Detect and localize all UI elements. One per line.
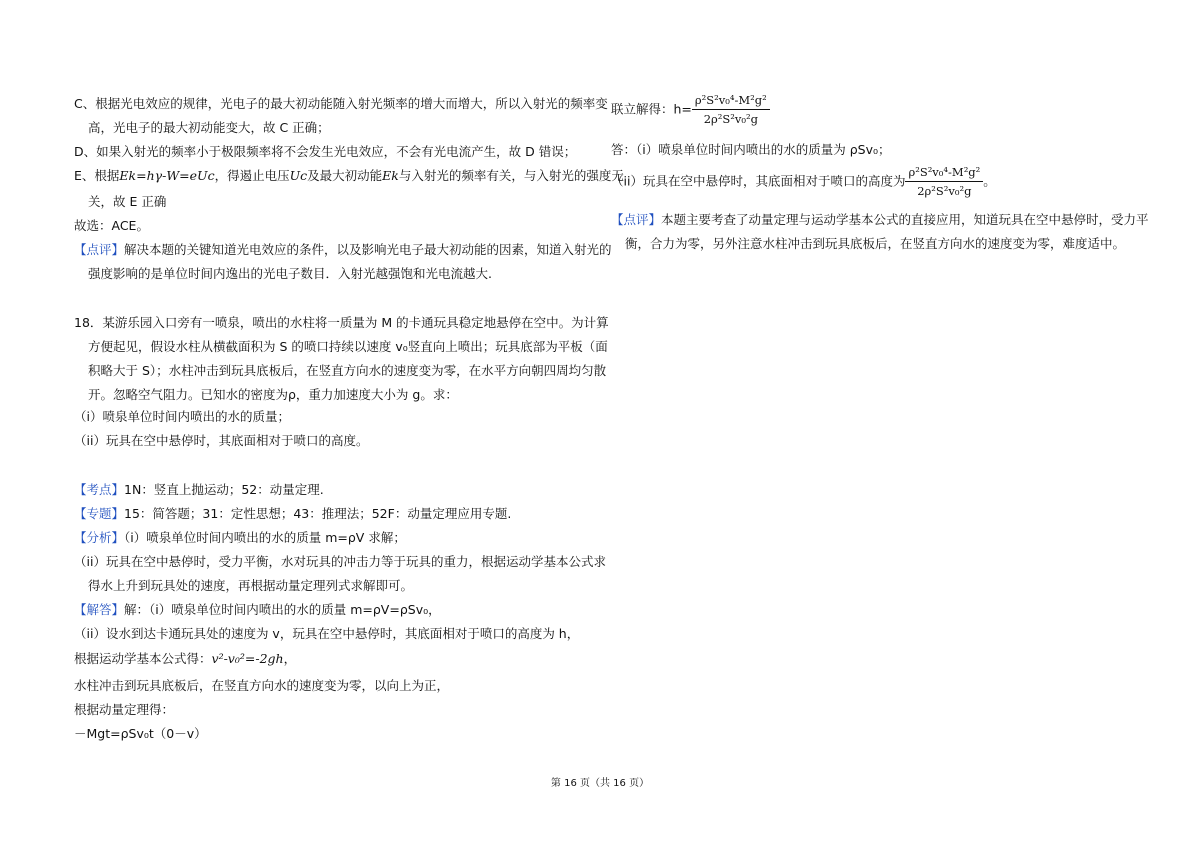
right-comment-text1: 本题主要考查了动量定理与运动学基本公式的直接应用，知道玩具在空中悬停时，受力平 — [661, 212, 1149, 227]
solution-line3-prefix: 根据运动学基本公式得： — [74, 651, 212, 666]
page-footer: 第 16 页（共 16 页） — [550, 778, 650, 789]
right-comment-line1 — [611, 212, 1149, 228]
answer-part-i: 答：（i）喷泉单位时间内喷出的水的质量为 ρSv₀； — [611, 142, 891, 157]
analysis-line1 — [74, 530, 406, 546]
option-e-line1 — [74, 168, 624, 184]
solution-line1 — [74, 602, 441, 618]
solution-line5: 根据动量定理得： — [74, 702, 175, 717]
height-denominator: 2ρ²S²v₀²g — [703, 112, 758, 126]
combined-solution-prefix: 联立解得：h= — [611, 101, 692, 117]
solution-line2: （ii）设水到达卡通玩具处的速度为 v，玩具在空中悬停时，其底面相对于喷口的高度为 h， — [74, 626, 580, 641]
solution-tag: 【解答】 — [74, 602, 125, 617]
option-e-mid2: 及最大初动能 — [307, 168, 383, 183]
answer-choice: 故选：ACE。 — [74, 218, 149, 233]
solution-line3 — [74, 651, 296, 667]
topic — [74, 506, 511, 522]
answer-part-ii — [611, 164, 996, 199]
solution-text1: 解：（i）喷泉单位时间内喷出的水的质量 m=ρV=ρSv₀， — [124, 602, 441, 617]
knowledge-point-text: 1N：竖直上抛运动；52：动量定理. — [124, 482, 324, 497]
question-18-part-ii: （ii）玩具在空中悬停时，其底面相对于喷口的高度。 — [74, 433, 369, 448]
topic-tag: 【专题】 — [74, 506, 125, 521]
solution-line4: 水柱冲击到玩具底板后，在竖直方向水的速度变为零，以向上为正， — [74, 678, 450, 693]
answer-height-numerator: ρ²S²v₀⁴-M²g² — [905, 164, 983, 182]
option-d-line: D、如果入射光的频率小于极限频率将不会发生光电效应，不会有光电流产生，故 D 错误； — [74, 144, 577, 159]
answer-part-ii-prefix: （ii）玩具在空中悬停时，其底面相对于喷口的高度为 — [611, 173, 906, 189]
question-18-line4: 开。忽略空气阻力。已知水的密度为ρ，重力加速度大小为 g。求： — [88, 387, 458, 402]
analysis-tag: 【分析】 — [74, 530, 125, 545]
comment-line2: 强度影响的是单位时间内逸出的光电子数目．入射光越强饱和光电流越大. — [88, 266, 492, 281]
kinetic-energy-symbol: Ek — [382, 168, 399, 183]
right-comment-tag: 【点评】 — [611, 212, 662, 227]
option-e-tail: 与入射光的频率有关，与入射光的强度无 — [398, 168, 624, 183]
photoelectric-formula: Ek=hγ-W=eUc — [119, 168, 215, 183]
option-c-line2: 高，光电子的最大初动能变大，故 C 正确； — [88, 120, 330, 135]
analysis-line2: （ii）玩具在空中悬停时，受力平衡，水对玩具的冲击力等于玩具的重力，根据运动学基本公式求 — [74, 554, 606, 569]
analysis-text1: （i）喷泉单位时间内喷出的水的质量 m=ρV 求解； — [124, 530, 406, 545]
answer-height-fraction — [905, 164, 983, 199]
comment-text1: 解决本题的关键知道光电效应的条件，以及影响光电子最大初动能的因素，知道入射光的 — [124, 242, 612, 257]
question-18-line2: 方便起见，假设水柱从横截面积为 S 的喷口持续以速度 v₀竖直向上喷出；玩具底部为平板（面 — [88, 339, 608, 354]
knowledge-point — [74, 482, 324, 498]
height-fraction — [692, 92, 770, 127]
question-18-line1: 18．某游乐园入口旁有一喷泉，喷出的水柱将一质量为 M 的卡通玩具稳定地悬停在空中。为计算 — [74, 315, 609, 330]
momentum-equation: －Mgt=ρSv₀t（0－v） — [74, 726, 207, 741]
knowledge-point-tag: 【考点】 — [74, 482, 125, 497]
topic-text: 15：简答题；31：定性思想；43：推理法；52F：动量定理应用专题. — [124, 506, 512, 521]
analysis-line3: 得水上升到玩具处的速度，再根据动量定理列式求解即可。 — [88, 578, 414, 593]
kinematics-formula: v²-v₀²=-2gh — [211, 651, 284, 666]
option-e-mid: ，得遏止电压 — [214, 168, 290, 183]
option-e-prefix: E、根据 — [74, 168, 120, 183]
combined-solution — [611, 92, 770, 127]
answer-height-denominator: 2ρ²S²v₀²g — [917, 184, 972, 198]
stopping-voltage-symbol: Uc — [289, 168, 308, 183]
option-c-line1: C、根据光电效应的规律，光电子的最大初动能随入射光频率的增大而增大，所以入射光的频率变 — [74, 96, 608, 111]
right-comment-line2: 衡，合力为零，另外注意水柱冲击到玩具底板后，在竖直方向水的速度变为零，难度适中。 — [625, 236, 1126, 251]
question-18-part-i: （i）喷泉单位时间内喷出的水的质量； — [74, 409, 290, 424]
comment-tag: 【点评】 — [74, 242, 125, 257]
comment-line1 — [74, 242, 612, 258]
solution-line3-suffix: ， — [283, 651, 297, 666]
answer-part-ii-suffix: 。 — [983, 173, 996, 189]
option-e-line2: 关，故 E 正确 — [88, 194, 167, 209]
question-18-line3: 积略大于 S）；水柱冲击到玩具底板后，在竖直方向水的速度变为零，在水平方向朝四周均匀散 — [88, 363, 607, 378]
height-numerator: ρ²S²v₀⁴-M²g² — [692, 92, 770, 110]
